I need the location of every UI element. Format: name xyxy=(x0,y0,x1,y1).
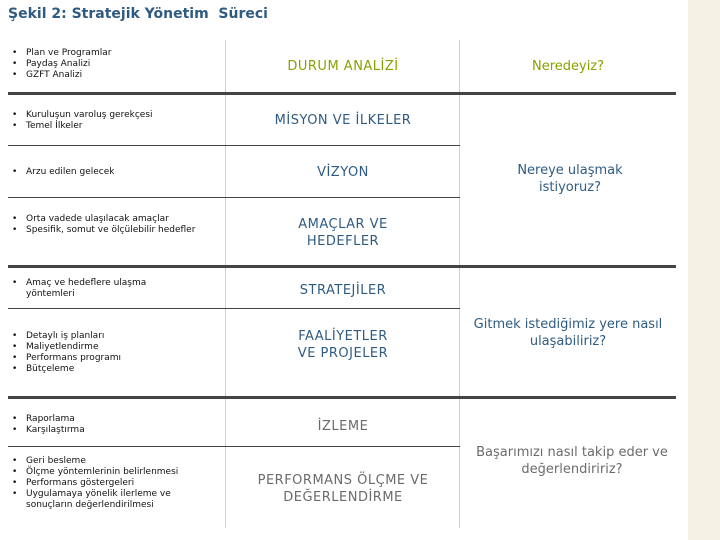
list-item: • Karşılaştırma xyxy=(8,425,218,436)
row-separator xyxy=(8,197,460,198)
list-item: • Bütçeleme xyxy=(8,364,218,375)
bullet-list xyxy=(8,48,218,81)
bullet-list xyxy=(8,331,218,375)
bullet-list xyxy=(8,456,218,511)
list-item: • Plan ve Programlar xyxy=(8,48,218,59)
row-separator xyxy=(8,92,676,95)
bullet-list xyxy=(8,414,218,436)
list-item: • Raporlama xyxy=(8,414,218,425)
row-separator xyxy=(8,396,676,399)
row-separator xyxy=(8,446,460,447)
question-label: Gitmek istediğimiz yere nasıl ulaşabiliriz? xyxy=(473,317,663,349)
bullet-list xyxy=(8,110,218,132)
list-item: • Uygulamaya yönelik ilerleme ve sonuçların değerlendirilmesi xyxy=(8,489,218,511)
step-label: VİZYON xyxy=(317,165,369,180)
list-item: • Amaç ve hedeflere ulaşma yöntemleri xyxy=(8,278,188,300)
list-item: • Kuruluşun varoluş gerekçesi xyxy=(8,110,218,121)
bullet-list xyxy=(8,167,218,178)
list-item: • Ölçme yöntemlerinin belirlenmesi xyxy=(8,467,218,478)
step-label: AMAÇLAR VE HEDEFLER xyxy=(298,217,388,249)
list-item: • Maliyetlendirme xyxy=(8,342,218,353)
question-label: Neredeyiz? xyxy=(531,59,605,74)
question-label: Nereye ulaşmak istiyoruz? xyxy=(517,163,623,195)
step-label: FAALİYETLER VE PROJELER xyxy=(297,329,389,361)
list-item: • GZFT Analizi xyxy=(8,70,218,81)
bullet-list xyxy=(8,278,188,300)
list-item: • Geri besleme xyxy=(8,456,218,467)
row-separator xyxy=(8,265,676,268)
question-label: Başarımızı nasıl takip eder ve değerlendiririz? xyxy=(476,445,668,477)
list-item: • Performans göstergeleri xyxy=(8,478,218,489)
figure-title: Şekil 2: Stratejik Yönetim Süreci xyxy=(8,6,268,22)
row-separator xyxy=(8,308,460,309)
right-margin-strip xyxy=(688,0,720,540)
strategic-management-table xyxy=(8,36,676,528)
list-item: • Temel İlkeler xyxy=(8,121,218,132)
list-item: • Orta vadede ulaşılacak amaçlar xyxy=(8,214,208,225)
row-separator xyxy=(8,145,460,146)
step-label: MİSYON VE İLKELER xyxy=(274,113,412,128)
step-label: İZLEME xyxy=(317,419,369,434)
bullet-list xyxy=(8,214,208,236)
list-item: • Performans programı xyxy=(8,353,218,364)
list-item: • Paydaş Analizi xyxy=(8,59,218,70)
step-label: STRATEJİLER xyxy=(299,283,387,298)
step-label: PERFORMANS ÖLÇME VE DEĞERLENDİRME xyxy=(257,473,429,505)
list-item: • Detaylı iş planları xyxy=(8,331,218,342)
list-item: • Arzu edilen gelecek xyxy=(8,167,218,178)
step-label: DURUM ANALİZİ xyxy=(287,59,399,74)
list-item: • Spesifik, somut ve ölçülebilir hedefler xyxy=(8,225,208,236)
